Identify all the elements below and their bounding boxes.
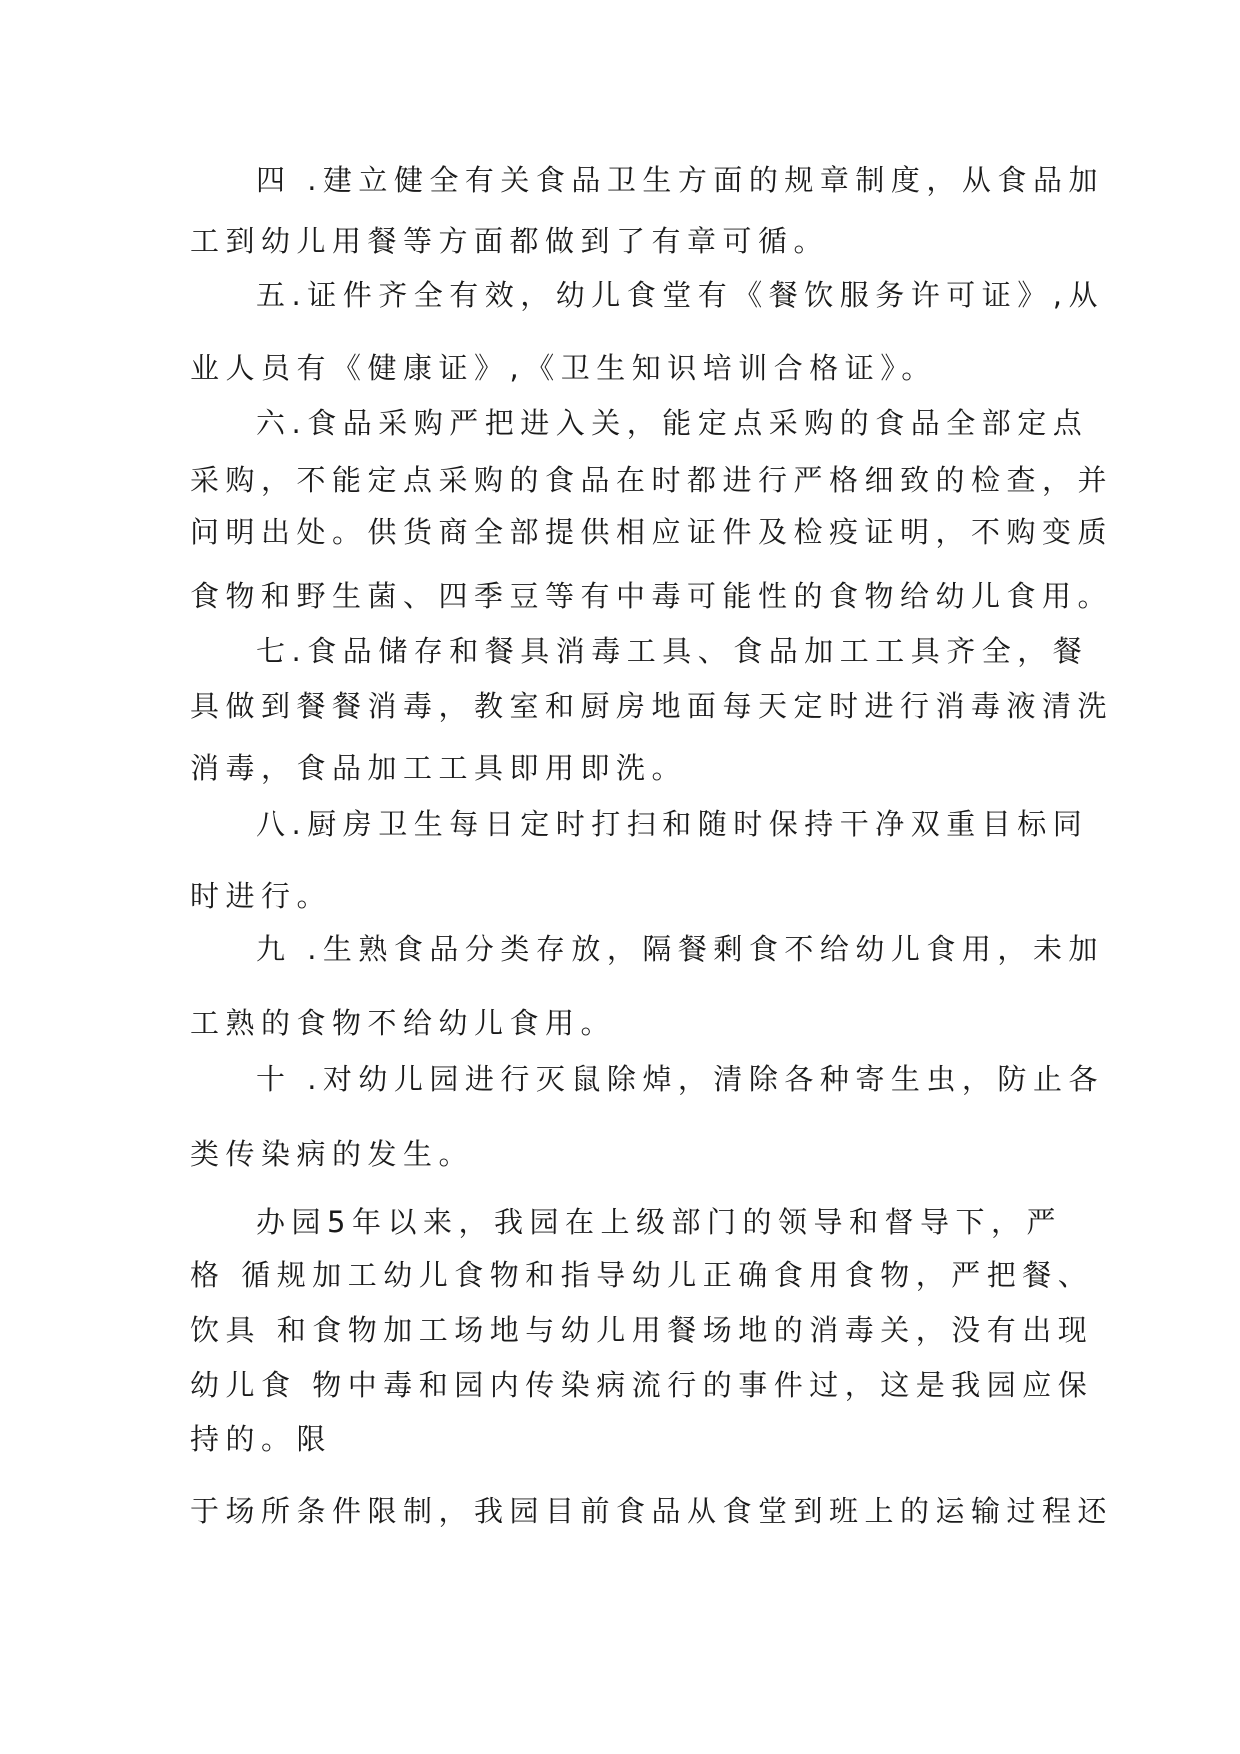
summary-line-4: 幼儿食 物中毒和园内传染病流行的事件过，这是我园应保: [190, 1368, 1094, 1402]
paragraph-8-line-2: 时进行。: [190, 879, 333, 913]
paragraph-7-line-3: 消毒，食品加工工具即用即洗。: [190, 751, 688, 785]
paragraph-5-line-2: 业人员有《健康证》,《卫生知识培训合格证》。: [190, 351, 937, 385]
paragraph-8-line-1: 八.厨房卫生每日定时打扫和随时保持干净双重目标同: [256, 807, 1089, 841]
summary-line-2: 格 循规加工幼儿食物和指导幼儿正确食用食物，严把餐、: [190, 1258, 1094, 1292]
paragraph-9-line-2: 工熟的食物不给幼儿食用。: [190, 1006, 617, 1040]
final-paragraph-line-1: 于场所条件限制，我园目前食品从食堂到班上的运输过程还: [190, 1494, 1114, 1528]
summary-line-3: 饮具 和食物加工场地与幼儿用餐场地的消毒关，没有出现: [190, 1313, 1094, 1347]
paragraph-4-line-1: 四 .建立健全有关食品卫生方面的规章制度，从食品加: [256, 163, 1104, 197]
paragraph-5-line-1: 五.证件齐全有效，幼儿食堂有《餐饮服务许可证》,从: [256, 278, 1104, 312]
paragraph-7-line-1: 七.食品储存和餐具消毒工具、食品加工工具齐全，餐: [256, 634, 1089, 668]
paragraph-6-line-2: 采购，不能定点采购的食品在时都进行严格细致的检查，并: [190, 463, 1114, 497]
paragraph-10-line-1: 十 .对幼儿园进行灭鼠除焯，清除各种寄生虫，防止各: [256, 1062, 1104, 1096]
paragraph-10-line-2: 类传染病的发生。: [190, 1137, 475, 1171]
summary-line-1: 办园5年以来，我园在上级部门的领导和督导下，严: [256, 1205, 1062, 1239]
summary-line-5: 持的。限: [190, 1422, 333, 1456]
paragraph-6-line-1: 六.食品采购严把进入关，能定点采购的食品全部定点: [256, 406, 1089, 440]
paragraph-7-line-2: 具做到餐餐消毒，教室和厨房地面每天定时进行消毒液清洗: [190, 689, 1114, 723]
paragraph-9-line-1: 九 .生熟食品分类存放，隔餐剩食不给幼儿食用，未加: [256, 932, 1104, 966]
paragraph-6-line-3: 问明出处。供货商全部提供相应证件及检疫证明，不购变质: [190, 515, 1114, 549]
paragraph-6-line-4: 食物和野生菌、四季豆等有中毒可能性的食物给幼儿食用。: [190, 579, 1114, 613]
paragraph-4-line-2: 工到幼儿用餐等方面都做到了有章可循。: [190, 224, 830, 258]
